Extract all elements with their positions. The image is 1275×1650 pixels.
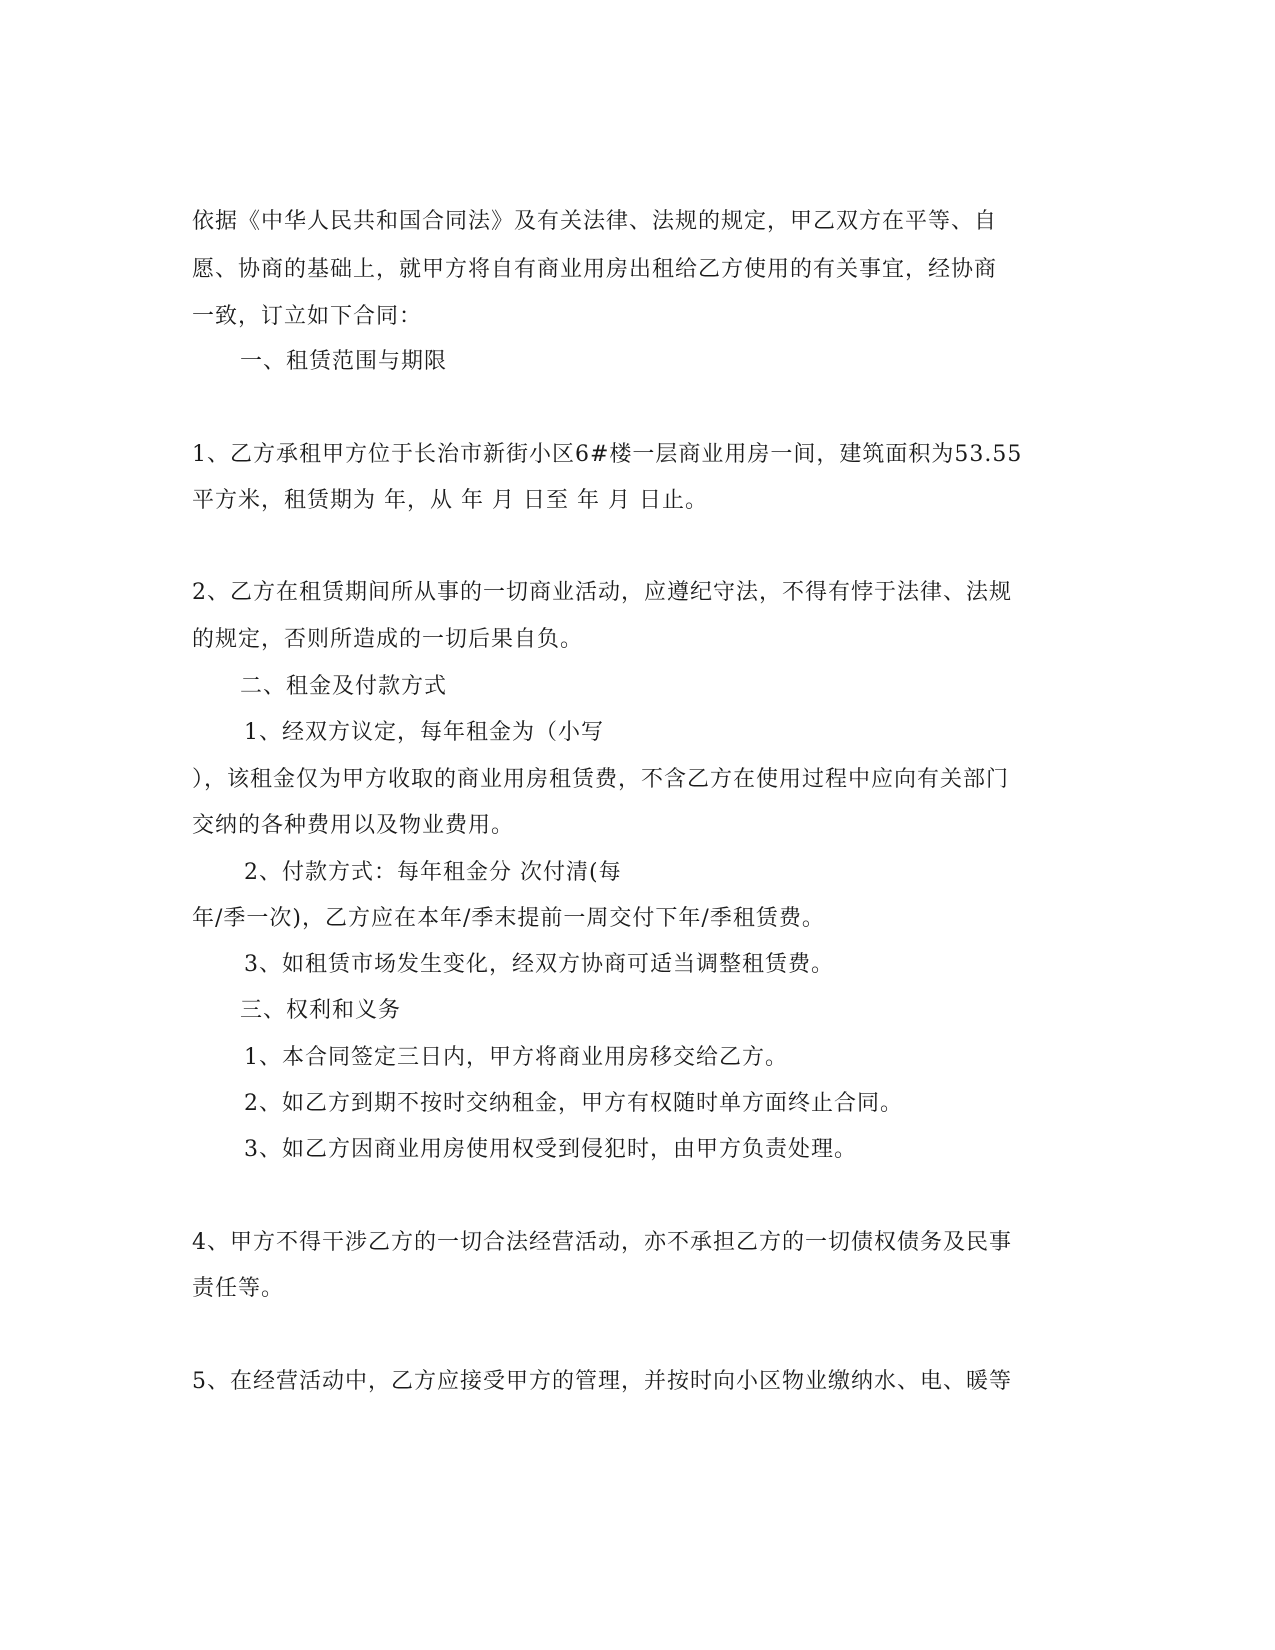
clause-line: 责任等。 <box>192 1276 285 1301</box>
clause-line: 1、本合同签定三日内，甲方将商业用房移交给乙方。 <box>244 1045 788 1070</box>
clause-line: 5、在经营活动中，乙方应接受甲方的管理，并按时向小区物业缴纳水、电、暖等 <box>192 1369 1012 1394</box>
paragraph-line: 一致，订立如下合同： <box>192 304 423 329</box>
clause-line: 2、如乙方到期不按时交纳租金，甲方有权随时单方面终止合同。 <box>244 1091 903 1116</box>
paragraph-line: 愿、协商的基础上，就甲方将自有商业用房出租给乙方使用的有关事宜，经协商 <box>192 257 998 282</box>
clause-line: 的规定，否则所造成的一切后果自负。 <box>192 627 584 652</box>
section-heading: 二、租金及付款方式 <box>240 674 448 699</box>
clause-line: 1、乙方承租甲方位于长治市新街小区6#楼一层商业用房一间，建筑面积为53.55 <box>192 442 1023 467</box>
clause-line: 2、付款方式：每年租金分 次付清(每 <box>244 860 622 885</box>
clause-line: 3、如乙方因商业用房使用权受到侵犯时，由甲方负责处理。 <box>244 1137 857 1162</box>
clause-line: 年/季一次)，乙方应在本年/季末提前一周交付下年/季租赁费。 <box>192 906 825 931</box>
clause-line: 1、经双方议定，每年租金为（小写 <box>244 720 604 745</box>
clause-line: 平方米，租赁期为 年，从 年 月 日至 年 月 日止。 <box>192 488 708 513</box>
clause-line: 4、甲方不得干涉乙方的一切合法经营活动，亦不承担乙方的一切债权债务及民事 <box>192 1230 1012 1255</box>
clause-line: 3、如租赁市场发生变化，经双方协商可适当调整租赁费。 <box>244 952 834 977</box>
clause-line: ），该租金仅为甲方收取的商业用房租赁费，不含乙方在使用过程中应向有关部门 <box>192 767 1010 792</box>
section-heading: 一、租赁范围与期限 <box>240 349 448 374</box>
paragraph-line: 依据《中华人民共和国合同法》及有关法律、法规的规定，甲乙双方在平等、自 <box>192 209 998 234</box>
section-heading: 三、权利和义务 <box>240 998 402 1023</box>
clause-line: 2、乙方在租赁期间所从事的一切商业活动，应遵纪守法，不得有悖于法律、法规 <box>192 580 1012 605</box>
clause-line: 交纳的各种费用以及物业费用。 <box>192 813 515 838</box>
